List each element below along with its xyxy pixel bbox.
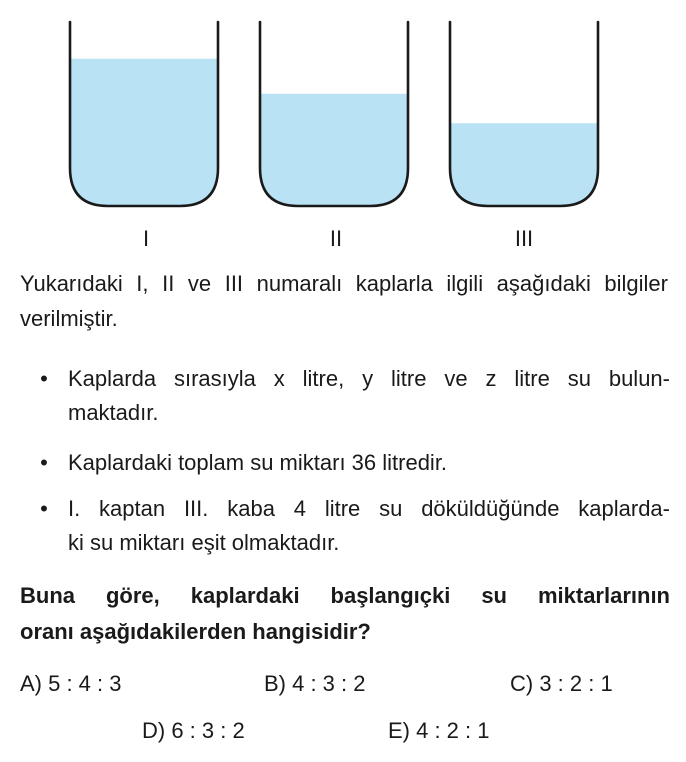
container-1 [70,22,218,206]
container-2-water [260,94,408,206]
containers-figure [0,0,686,262]
container-2-label: II [329,226,343,251]
bullet-1-line-2: maktadır. [68,400,159,425]
bullet-3-line-1: I. kaptan III. kaba 4 litre su döküldüğünde kaplarda- [68,496,670,521]
container-1-label: I [142,226,150,251]
bullet-2-line-1: Kaplardaki toplam su miktarı 36 litredir. [68,450,448,475]
bullet-3-line-2: ki su miktarı eşit olmaktadır. [68,530,340,555]
bullet-1-line-1: Kaplarda sırasıyla x litre, y litre ve z litre su bulun- [68,366,670,391]
option-a[interactable]: A) 5 : 4 : 3 [20,671,122,696]
bullet-dot: • [40,496,48,521]
bullet-dot: • [40,366,48,391]
option-b[interactable]: B) 4 : 3 : 2 [264,671,366,696]
question-text [20,578,670,650]
option-c[interactable]: C) 3 : 2 : 1 [510,671,613,696]
bullet-dot: • [40,450,48,475]
container-3 [450,22,598,206]
option-d[interactable]: D) 6 : 3 : 2 [142,718,245,743]
container-1-water [70,59,218,206]
option-e[interactable]: E) 4 : 2 : 1 [388,718,490,743]
container-2 [260,22,408,206]
container-3-label: III [514,226,534,251]
question-line-2: oranı aşağıdakilerden hangisidir? [20,619,371,644]
intro-text: Yukarıdaki I, II ve III numaralı kaplarla ilgili aşağıdaki bilgiler verilmiştir. [20,271,668,331]
container-3-water [450,123,598,206]
question-line-1: Buna göre, kaplardaki başlangıçki su miktarlarının [20,583,670,608]
